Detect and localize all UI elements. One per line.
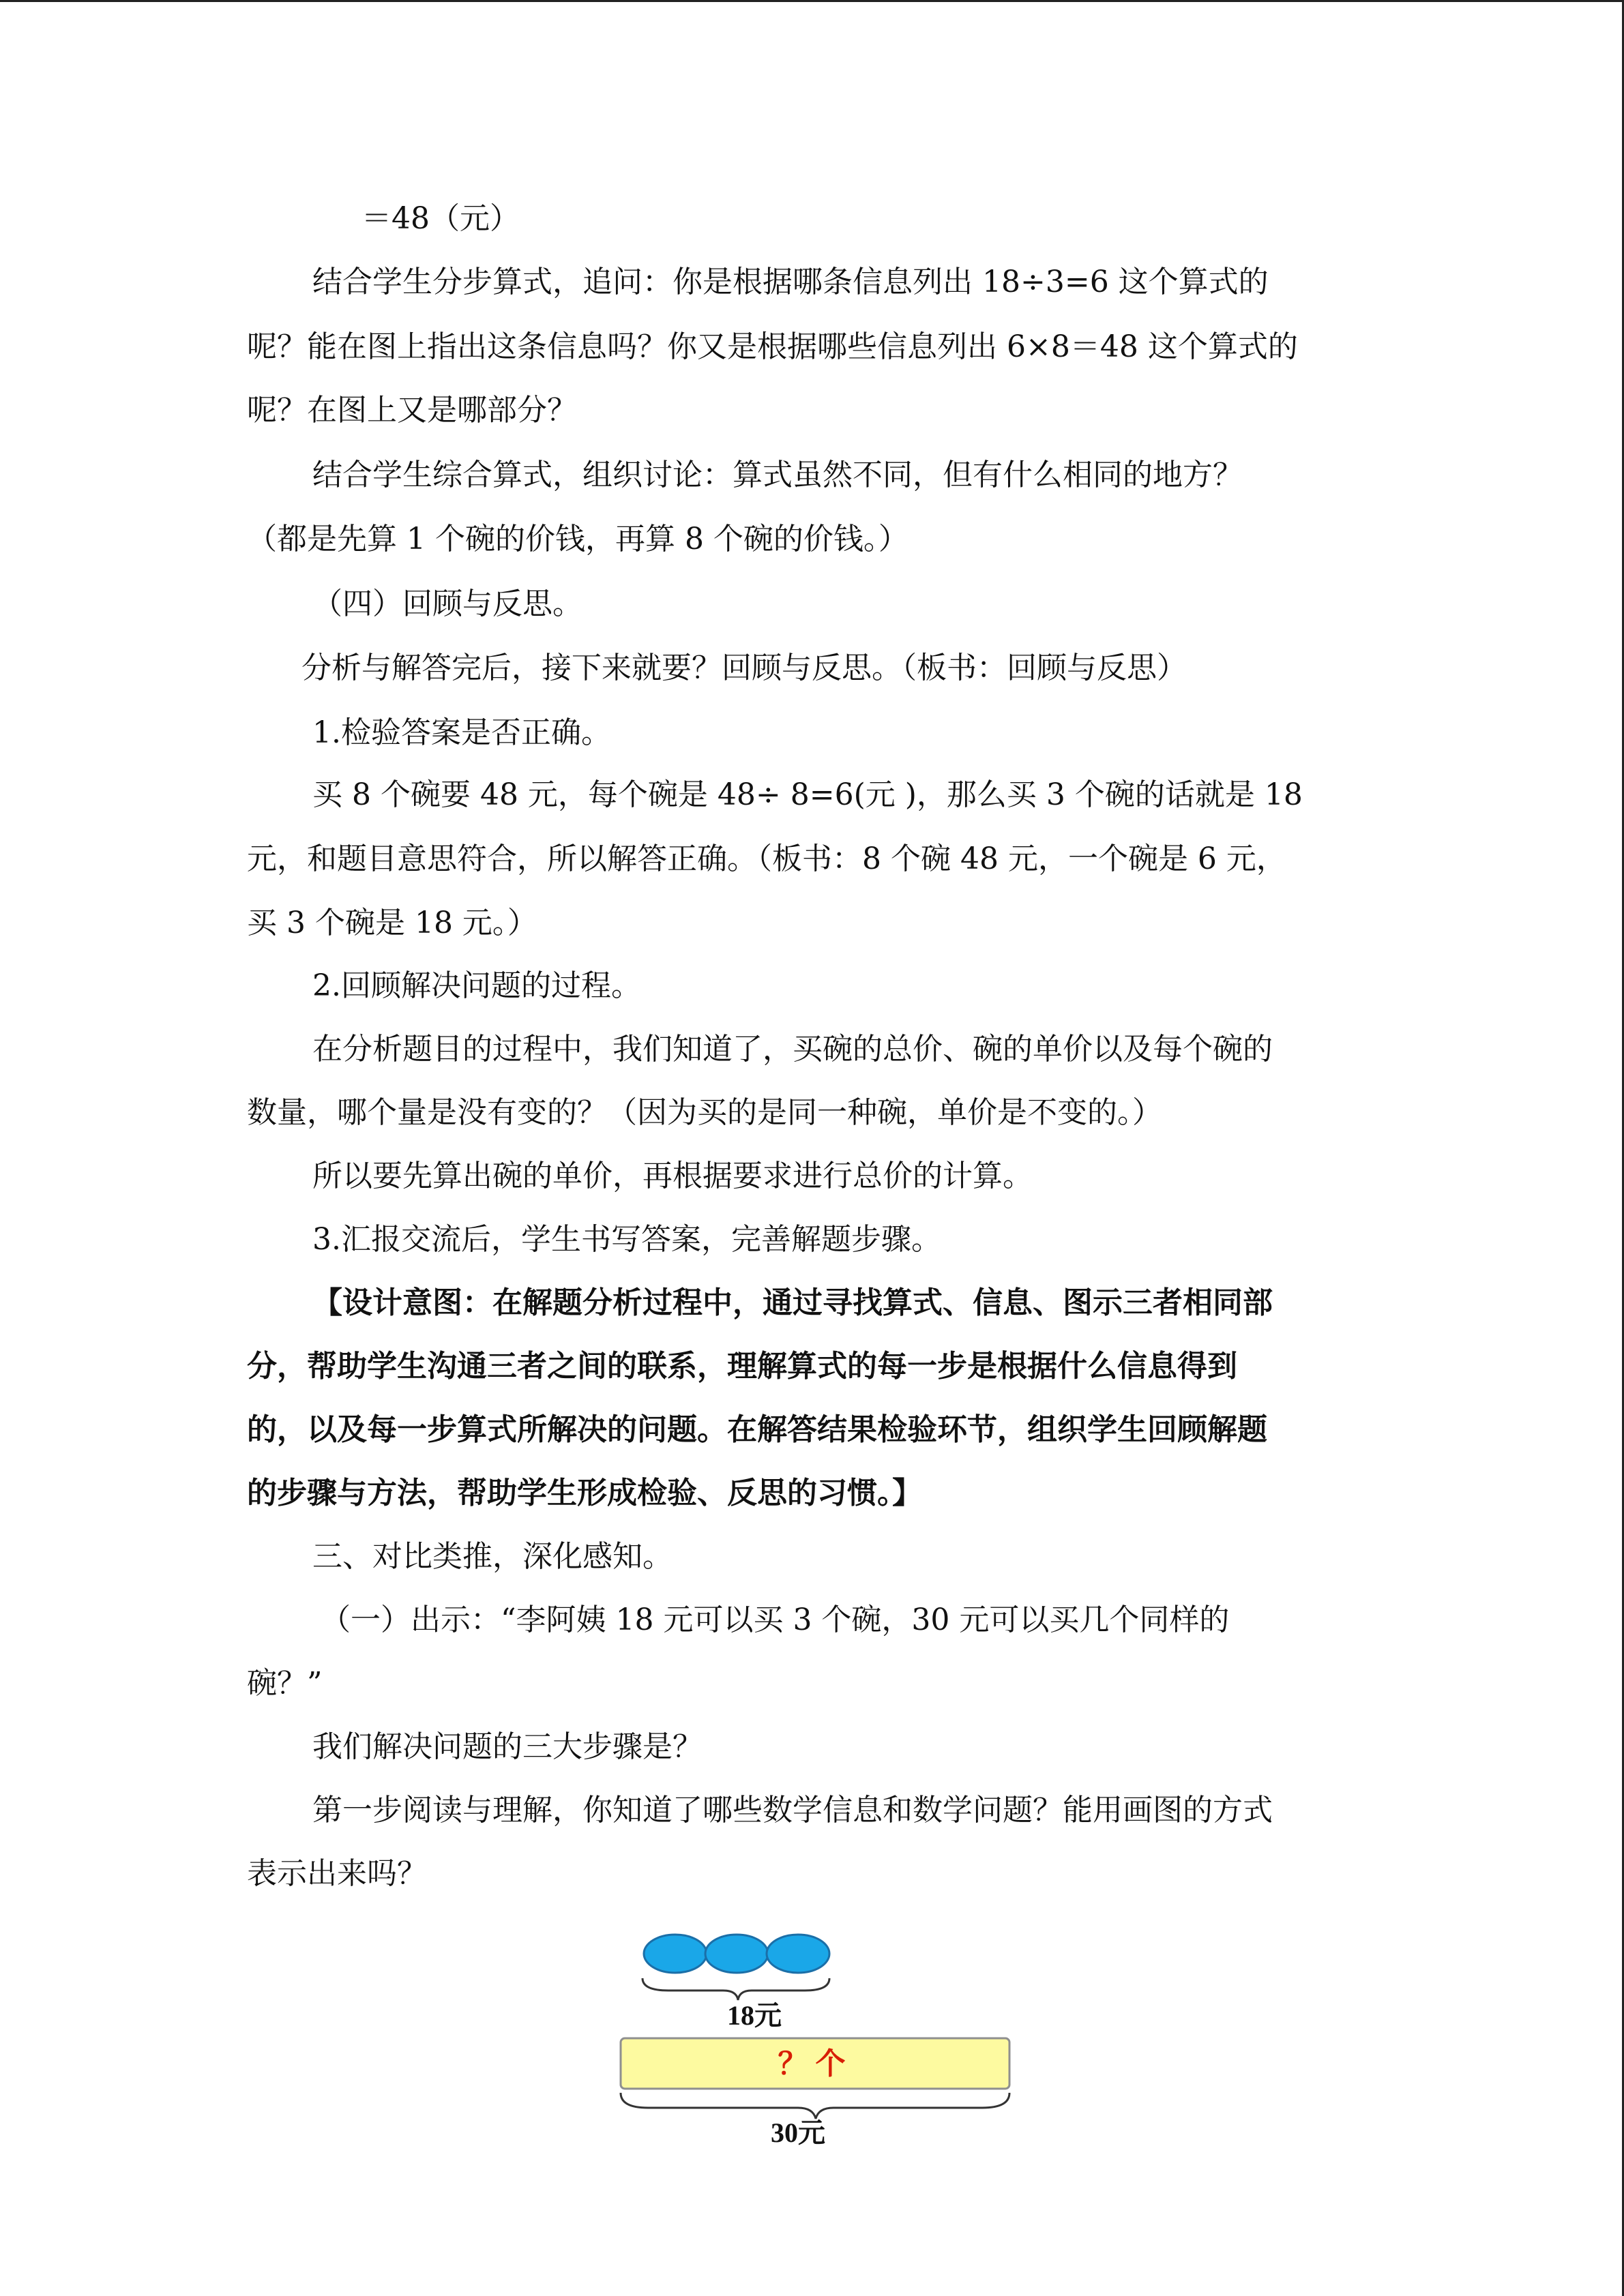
design-intent-line: 分，帮助学生沟通三者之间的联系，理解算式的每一步是根据什么信息得到 [247,1349,1237,1384]
text-line: 结合学生分步算式，追问：你是根据哪条信息列出 18÷3=6 这个算式的 [312,265,1269,299]
bowl-icon [705,1935,768,1973]
text-line: （一）出示：“李阿姨 18 元可以买 3 个碗，30 元可以买几个同样的 [321,1602,1230,1637]
text-line: 在分析题目的过程中，我们知道了，买碗的总价、碗的单价以及每个碗的 [312,1032,1273,1067]
bar-label: ？ 个 [778,2047,846,2081]
text-line: 买 3 个碗是 18 元。） [247,906,537,940]
text-line: 呢？在图上又是哪部分？ [247,393,577,428]
text-line: 第一步阅读与理解，你知道了哪些数学信息和数学问题？能用画图的方式 [312,1793,1273,1828]
bowl-icon [767,1935,829,1973]
brace-top [643,1978,829,2000]
text-line: 碗？” [247,1666,323,1701]
top-label: 18元 [727,2000,782,2031]
text-line: ＝48（元） [361,201,520,236]
text-line: 1.检验答案是否正确。 [312,715,611,750]
text-line: 元，和题目意思符合，所以解答正确。（板书：8 个碗 48 元，一个碗是 6 元， [247,841,1286,876]
text-line: 结合学生综合算式，组织讨论：算式虽然不同，但有什么相同的地方？ [312,458,1243,492]
section-heading: 三、对比类推，深化感知。 [312,1539,673,1574]
design-intent-line: 【设计意图：在解题分析过程中，通过寻找算式、信息、图示三者相同部 [312,1285,1273,1320]
design-intent-line: 的步骤与方法，帮助学生形成检验、反思的习惯。】 [247,1476,922,1510]
brace-bottom [621,2093,1009,2119]
text-line: 2.回顾解决问题的过程。 [312,968,641,1003]
text-line: 分析与解答完后，接下来就要？回顾与反思。（板书：回顾与反思） [301,651,1187,685]
text-line: 数量，哪个量是没有变的？（因为买的是同一种碗，单价是不变的。） [247,1095,1162,1130]
design-intent-line: 的，以及每一步算式所解决的问题。在解答结果检验环节，组织学生回顾解题 [247,1412,1267,1447]
section-heading: （四）回顾与反思。 [312,586,582,621]
text-line: 表示出来吗？ [247,1856,427,1891]
text-line: 买 8 个碗要 48 元，每个碗是 48÷ 8=6(元 )，那么买 3 个碗的话就是 18 [312,777,1303,812]
text-line: 呢？能在图上指出这条信息吗？你又是根据哪些信息列出 6×8＝48 这个算式的 [247,329,1298,364]
bowls-group [644,1935,829,1973]
bowl-icon [644,1935,707,1973]
text-line: 3.汇报交流后，学生书写答案，完善解题步骤。 [312,1222,941,1257]
bottom-label: 30元 [771,2117,825,2148]
bowl-diagram [600,1925,1037,2157]
text-line: （都是先算 1 个碗的价钱，再算 8 个碗的价钱。） [247,522,909,556]
text-line: 我们解决问题的三大步骤是？ [312,1729,703,1764]
text-line: 所以要先算出碗的单价，再根据要求进行总价的计算。 [312,1159,1033,1193]
